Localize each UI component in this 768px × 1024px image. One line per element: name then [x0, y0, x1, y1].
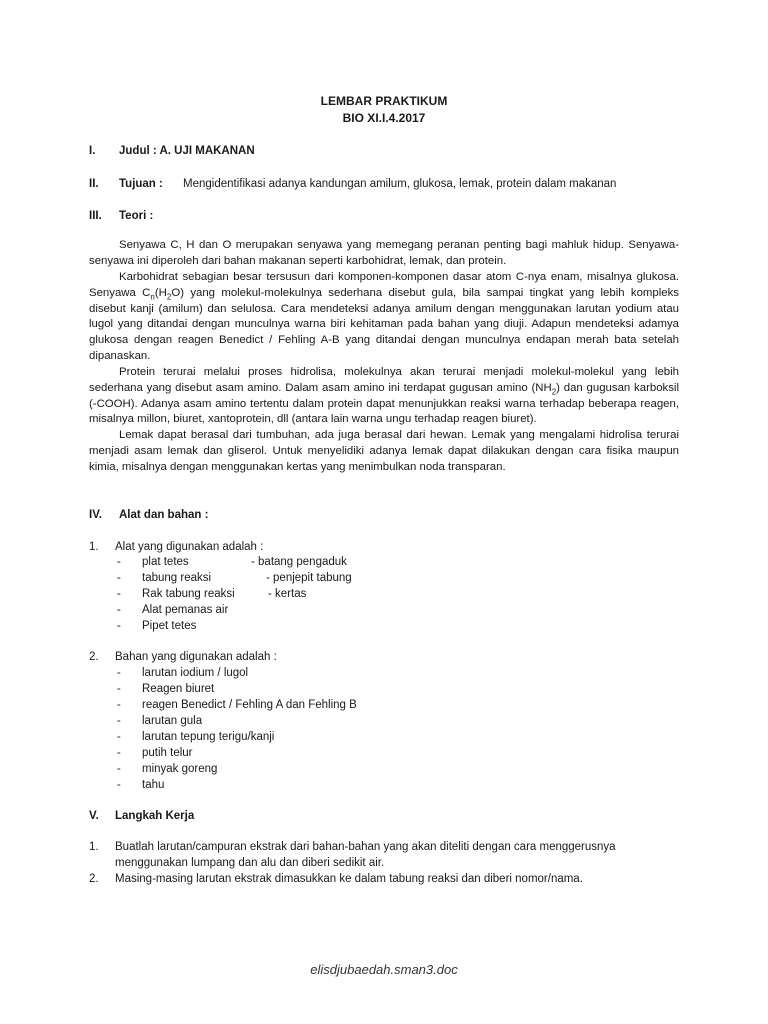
bahan-num: 2.: [89, 651, 99, 663]
alat-item-right: - kertas: [268, 588, 307, 600]
section-judul: Judul : A. UJI MAKANAN: [119, 145, 255, 157]
list-dash: -: [117, 715, 121, 727]
bahan-item: putih telur: [142, 747, 193, 759]
document-title: LEMBAR PRAKTIKUM: [320, 94, 448, 108]
section-num-teori: III.: [89, 210, 102, 222]
section-tujuan-label: Tujuan :: [119, 178, 163, 190]
list-dash: -: [117, 572, 121, 584]
step-text-cont: menggunakan lumpang dan alu dan diberi sedikit air.: [115, 857, 385, 869]
list-dash: -: [117, 667, 121, 679]
bahan-item: reagen Benedict / Fehling A dan Fehling B: [142, 699, 357, 711]
document-code: BIO XI.I.4.2017: [342, 111, 426, 125]
list-dash: -: [117, 747, 121, 759]
step-num: 2.: [89, 873, 99, 885]
teori-paragraph-4: Lemak dapat berasal dari tumbuhan, ada juga berasal dari hewan. Lemak yang mengalami hidrolisa terurai menjadi asam lemak dan gliserol. Untuk menyelidiki adanya lemak dapat dilakukan dengan cara fisika maupun kimia, misalnya dengan menggunakan kertas yang menimbulkan noda transparan.: [89, 429, 679, 473]
bahan-item: larutan gula: [142, 715, 203, 727]
bahan-intro: Bahan yang digunakan adalah :: [115, 651, 277, 663]
section-alat-bahan-label: Alat dan bahan :: [119, 509, 209, 521]
bahan-item: larutan tepung terigu/kanji: [142, 731, 275, 743]
teori-paragraph-2: Karbohidrat sebagian besar tersusun dari komponen-komponen dasar atom C-nya enam, misalnya glukosa. Senyawa $C_n(H_2O)$ yang molekul-molekulnya sederhana disebut gula, bila sampai tingkat yang lebih kompleks disebut kanji (amilum) dan selulosa. Cara mendeteksi adanya amilum dengan menggunakan larutan yodium atau lugol yang ditandai dengan munculnya warna biri kehitaman pada bahan yang diuji. Adapun mendeteksi adamya glukosa dengan reagen Benedict / Fehling A-B yang ditandai dengan munculnya endapan merah bata setelah dipanaskan.: [89, 271, 679, 362]
alat-item: plat tetes: [142, 556, 189, 568]
document-footer: elisdjubaedah.sman3.doc: [310, 962, 458, 977]
section-teori-label: Teori :: [119, 210, 154, 222]
alat-num: 1.: [89, 541, 99, 553]
list-dash: -: [117, 731, 121, 743]
teori-paragraph-1: Senyawa C, H dan O merupakan senyawa yang memegang peranan penting bagi mahluk hidup. Senyawa-senyawa ini diperoleh dari bahan makanan seperti karbohidrat, lemak, dan protein.: [89, 239, 679, 267]
alat-intro: Alat yang digunakan adalah :: [115, 541, 264, 553]
bahan-item: minyak goreng: [142, 763, 218, 775]
list-dash: -: [117, 779, 121, 791]
bahan-item: tahu: [142, 779, 165, 791]
list-dash: -: [117, 604, 121, 616]
bahan-item: Reagen biuret: [142, 683, 215, 695]
alat-item-right: - batang pengaduk: [251, 556, 347, 568]
alat-item: Rak tabung reaksi: [142, 588, 235, 600]
alat-item-right: - penjepit tabung: [266, 572, 352, 584]
list-dash: -: [117, 763, 121, 775]
alat-item: tabung reaksi: [142, 572, 212, 584]
section-num-langkah: V.: [89, 810, 99, 822]
list-dash: -: [117, 556, 121, 568]
bahan-item: larutan iodium / lugol: [142, 667, 249, 679]
list-dash: -: [117, 699, 121, 711]
section-langkah-label: Langkah Kerja: [115, 810, 195, 822]
section-tujuan-text: Mengidentifikasi adanya kandungan amilum, glukosa, lemak, protein dalam makanan: [183, 178, 617, 190]
list-dash: -: [117, 683, 121, 695]
section-num-judul: I.: [89, 145, 96, 157]
alat-item: Pipet tetes: [142, 620, 197, 632]
step-num: 1.: [89, 841, 99, 853]
section-num-alat-bahan: IV.: [89, 509, 103, 521]
alat-item: Alat pemanas air: [142, 604, 229, 616]
list-dash: -: [117, 588, 121, 600]
step-text: Masing-masing larutan ekstrak dimasukkan ke dalam tabung reaksi dan diberi nomor/nama.: [115, 873, 583, 885]
step-text: Buatlah larutan/campuran ekstrak dari bahan-bahan yang akan diteliti dengan cara menggerusnya: [115, 841, 616, 853]
list-dash: -: [117, 620, 121, 632]
teori-paragraph-3: Protein terurai melalui proses hidrolisa, molekulnya akan terurai menjadi molekul-molekul yang lebih sederhana yang disebut asam amino. Dalam asam amino ini terdapat gugusan amino $(NH_2)$ dan gugusan karboksil (-COOH). Adanya asam amino tertentu dalam protein dapat menunjukkan reaksi warna terhadap beberapa reagen, misalnya millon, biuret, xantoprotein, dll (antara lain warna ungu terhadap reagen biuret).: [89, 366, 679, 426]
section-num-tujuan: II.: [89, 178, 99, 190]
